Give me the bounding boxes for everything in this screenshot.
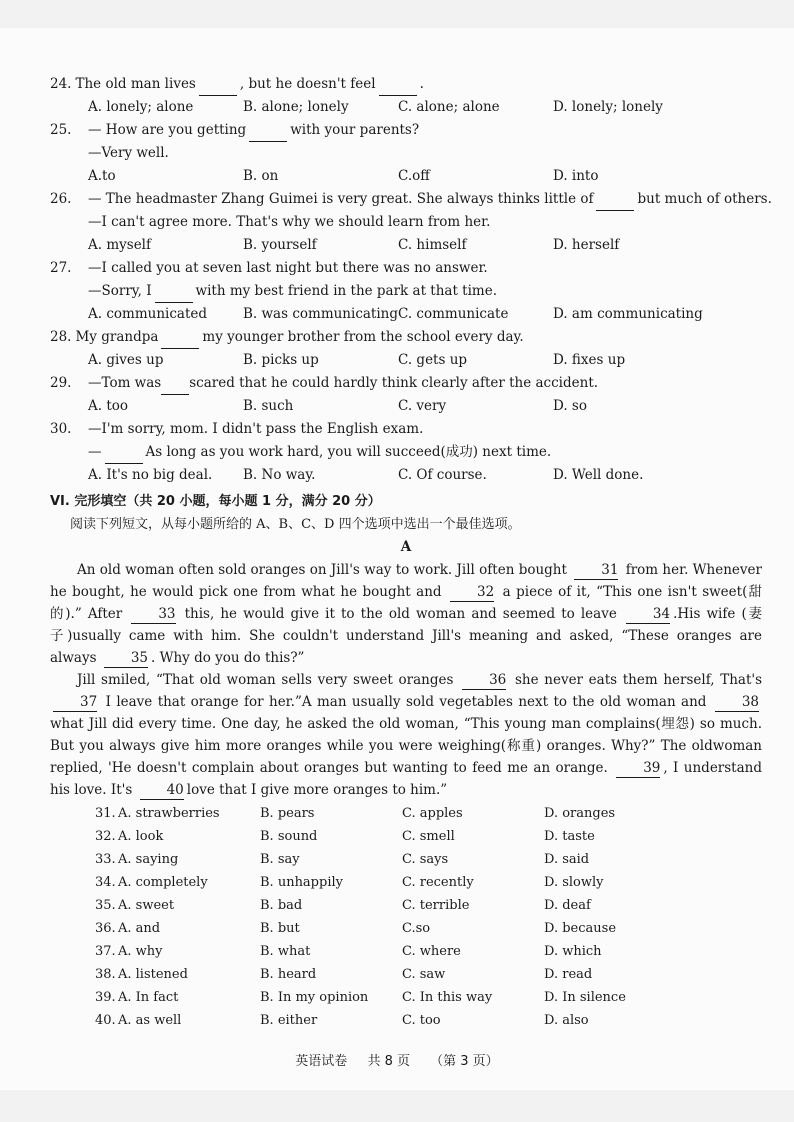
cloze-blank-36: 36 xyxy=(462,672,506,690)
option-c: C. says xyxy=(402,852,449,867)
option-d: D. so xyxy=(553,398,587,414)
option-c: C. Of course. xyxy=(398,467,487,483)
cloze-number: 37. xyxy=(95,944,116,959)
option-a: A. lonely; alone xyxy=(88,99,194,115)
cloze-options-35 xyxy=(50,895,762,916)
question-sheet xyxy=(50,73,772,1031)
option-d: D. deaf xyxy=(544,898,591,913)
option-b: B. heard xyxy=(260,967,317,982)
question-stem: , but he doesn't feel xyxy=(239,76,376,92)
cloze-options-38 xyxy=(50,964,762,985)
option-a: A. sweet xyxy=(118,898,175,913)
option-b: B. but xyxy=(260,921,300,936)
option-a: A. as well xyxy=(118,1013,182,1028)
passage-text: , I understand his love. It's xyxy=(50,760,762,798)
question-number: 26. xyxy=(50,191,72,207)
exam-page xyxy=(0,28,794,1090)
section-title: VI. 完形填空（共 20 小题，每小题 1 分，满分 20 分） xyxy=(50,494,381,509)
option-a: A. It's no big deal. xyxy=(88,467,213,483)
question-reply: with my best friend in the park at that time. xyxy=(195,283,498,299)
question-number: 30. xyxy=(50,421,72,437)
question-number: 25. xyxy=(50,122,72,138)
options-24 xyxy=(50,96,762,119)
question-reply: As long as you work hard, you will succeed(成功) next time. xyxy=(145,444,552,460)
option-a: A. and xyxy=(118,921,161,936)
footer-page-number: （第 3 页） xyxy=(430,1054,499,1069)
option-c: C. apples xyxy=(402,806,463,821)
option-d: D. fixes up xyxy=(553,352,626,368)
option-d: D. herself xyxy=(553,237,620,253)
option-a: A. saying xyxy=(118,852,179,867)
question-stem: but much of others. xyxy=(637,191,772,207)
passage-text: .His wife (妻子)usually came with him. She couldn't understand Jill's meaning and asked, “These oranges are always xyxy=(50,606,763,666)
passage-text: Jill smiled, “That old woman sells very sweet oranges xyxy=(77,672,454,688)
question-number: 28. xyxy=(50,329,72,345)
cloze-blank-34: 34 xyxy=(626,606,670,624)
option-b: B. bad xyxy=(260,898,303,913)
question-stem: scared that he could hardly think clearly after the accident. xyxy=(189,375,599,391)
question-stem: with your parents? xyxy=(290,122,420,138)
option-c: C. himself xyxy=(398,237,467,253)
option-b: B. yourself xyxy=(243,237,317,253)
option-c: C. saw xyxy=(402,967,446,982)
question-reply: — xyxy=(88,444,102,460)
option-c: C. alone; alone xyxy=(398,99,500,115)
option-b: B. say xyxy=(260,852,300,867)
cloze-options-34 xyxy=(50,872,762,893)
option-b: B. alone; lonely xyxy=(243,99,349,115)
option-a: A. In fact xyxy=(118,990,179,1005)
cloze-options-37 xyxy=(50,941,762,962)
cloze-blank-37: 37 xyxy=(53,694,97,712)
question-26-line2 xyxy=(50,211,762,234)
question-25 xyxy=(50,119,762,142)
question-24 xyxy=(50,73,762,96)
option-b: B. such xyxy=(243,398,294,414)
option-a: A. gives up xyxy=(88,352,164,368)
question-30 xyxy=(50,418,762,441)
option-a: A. strawberries xyxy=(118,806,220,821)
question-30-line2 xyxy=(50,441,762,464)
option-d: D. Well done. xyxy=(553,467,644,483)
option-d: D. into xyxy=(553,168,599,184)
question-number: 27. xyxy=(50,260,72,276)
option-d: D. said xyxy=(544,852,590,867)
cloze-options-40 xyxy=(50,1010,762,1031)
options-30 xyxy=(50,464,762,487)
question-reply: —Sorry, I xyxy=(88,283,152,299)
question-stem: my younger brother from the school every day. xyxy=(202,329,524,345)
option-a: A. communicated xyxy=(88,306,207,322)
answer-blank xyxy=(199,73,237,96)
cloze-number: 32. xyxy=(95,829,116,844)
option-c: C.so xyxy=(402,921,431,936)
question-25-line2 xyxy=(50,142,762,165)
option-b: B. sound xyxy=(260,829,318,844)
option-d: D. taste xyxy=(544,829,595,844)
answer-blank xyxy=(249,119,287,142)
option-d: D. In silence xyxy=(544,990,626,1005)
cloze-blank-35: 35 xyxy=(104,650,148,668)
option-b: B. In my opinion xyxy=(260,990,369,1005)
option-b: B. was communicating xyxy=(243,306,399,322)
question-stem: — How are you getting xyxy=(88,122,247,138)
section-instruction: 阅读下列短文，从每小题所给的 A、B、C、D 四个选项中选出一个最佳选项。 xyxy=(70,517,521,532)
option-c: C. very xyxy=(398,398,447,414)
options-26 xyxy=(50,234,762,257)
answer-blank xyxy=(161,326,199,349)
cloze-number: 40. xyxy=(95,1013,116,1028)
passage-paragraph-1 xyxy=(50,559,762,669)
option-c: C. gets up xyxy=(398,352,468,368)
option-c: C. recently xyxy=(402,875,474,890)
cloze-number: 33. xyxy=(95,852,116,867)
answer-blank xyxy=(161,372,189,395)
question-stem: The old man lives xyxy=(75,76,196,92)
passage-text: . Why do you do this?” xyxy=(151,650,305,666)
option-d: D. am communicating xyxy=(553,306,703,322)
answer-blank xyxy=(379,73,417,96)
answer-blank xyxy=(105,441,143,464)
cloze-blank-39: 39 xyxy=(616,760,660,778)
option-c: C.off xyxy=(398,168,430,184)
question-stem: —Tom was xyxy=(88,375,162,391)
cloze-number: 31. xyxy=(95,806,116,821)
options-27 xyxy=(50,303,762,326)
page-footer xyxy=(0,1050,794,1069)
option-d: D. oranges xyxy=(544,806,616,821)
option-a: A. myself xyxy=(88,237,151,253)
option-a: A. look xyxy=(118,829,164,844)
answer-blank xyxy=(596,188,634,211)
option-a: A. completely xyxy=(118,875,208,890)
option-a: A. listened xyxy=(118,967,188,982)
option-c: C. terrible xyxy=(402,898,470,913)
option-c: C. communicate xyxy=(398,306,509,322)
option-a: A. too xyxy=(88,398,129,414)
passage-text: An old woman often sold oranges on Jill's way to work. Jill often bought xyxy=(77,562,567,578)
option-d: D. read xyxy=(544,967,593,982)
cloze-options-36 xyxy=(50,918,762,939)
option-b: B. pears xyxy=(260,806,315,821)
footer-total-pages: 共 8 页 xyxy=(367,1054,410,1069)
passage-text: I leave that orange for her.”A man usually sold vegetables next to the old woman and xyxy=(105,694,707,710)
passage-text: what Jill did every time. One day, he asked the old woman, “This young man complains(埋怨) so much. But you always give him more oranges while you were weighing(称重) oranges. Why?” The oldwoman replied, 'He doesn't complain about oranges but wanting to feed me an orange. xyxy=(50,716,762,776)
answer-blank xyxy=(155,280,193,303)
cloze-options-39 xyxy=(50,987,762,1008)
option-b: B. on xyxy=(243,168,279,184)
cloze-options-31 xyxy=(50,803,762,824)
question-stem: — The headmaster Zhang Guimei is very great. She always thinks little of xyxy=(88,191,594,207)
options-29 xyxy=(50,395,762,418)
option-a: A. why xyxy=(118,944,163,959)
cloze-number: 36. xyxy=(95,921,116,936)
option-a: A.to xyxy=(88,168,116,184)
question-26 xyxy=(50,188,772,211)
option-c: C. In this way xyxy=(402,990,493,1005)
passage-text: from her. Whenever he bought, he would pick one from what he bought and xyxy=(50,562,762,600)
passage-text: this, he would give it to the old woman and seemed to leave xyxy=(184,606,617,622)
cloze-options-33 xyxy=(50,849,762,870)
question-reply: —Very well. xyxy=(88,145,169,161)
passage-text: love that I give more oranges to him.” xyxy=(186,782,448,798)
question-stem: —I'm sorry, mom. I didn't pass the English exam. xyxy=(88,421,424,437)
cloze-number: 39. xyxy=(95,990,116,1005)
option-b: B. either xyxy=(260,1013,318,1028)
passage-label: A xyxy=(400,539,412,555)
options-25 xyxy=(50,165,762,188)
question-stem: —I called you at seven last night but there was no answer. xyxy=(88,260,488,276)
option-d: D. also xyxy=(544,1013,589,1028)
cloze-blank-38: 38 xyxy=(715,694,759,712)
question-stem: My grandpa xyxy=(75,329,159,345)
option-b: B. picks up xyxy=(243,352,319,368)
question-reply: —I can't agree more. That's why we should learn from her. xyxy=(88,214,491,230)
cloze-options-32 xyxy=(50,826,762,847)
option-c: C. too xyxy=(402,1013,441,1028)
option-d: D. slowly xyxy=(544,875,604,890)
question-stem: . xyxy=(419,76,424,92)
options-28 xyxy=(50,349,762,372)
cloze-number: 34. xyxy=(95,875,116,890)
cloze-number: 38. xyxy=(95,967,116,982)
question-number: 29. xyxy=(50,375,72,391)
cloze-blank-32: 32 xyxy=(450,584,494,602)
footer-subject: 英语试卷 xyxy=(295,1054,348,1069)
option-c: C. smell xyxy=(402,829,455,844)
option-d: D. because xyxy=(544,921,617,936)
question-number: 24. xyxy=(50,76,72,92)
cloze-blank-40: 40 xyxy=(140,782,184,800)
passage-text: she never eats them herself, That's xyxy=(514,672,763,688)
question-28 xyxy=(50,326,762,349)
option-d: D. which xyxy=(544,944,602,959)
option-b: B. unhappily xyxy=(260,875,343,890)
cloze-blank-31: 31 xyxy=(574,562,618,580)
passage-paragraph-2 xyxy=(50,669,762,801)
passage-text: a piece of it, “This one isn't sweet(甜的).” After xyxy=(50,584,763,622)
question-29 xyxy=(50,372,762,395)
option-b: B. what xyxy=(260,944,311,959)
cloze-number: 35. xyxy=(95,898,116,913)
option-c: C. where xyxy=(402,944,461,959)
cloze-blank-33: 33 xyxy=(131,606,175,624)
option-b: B. No way. xyxy=(243,467,316,483)
option-d: D. lonely; lonely xyxy=(553,99,663,115)
question-27 xyxy=(50,257,762,280)
question-27-line2 xyxy=(50,280,762,303)
